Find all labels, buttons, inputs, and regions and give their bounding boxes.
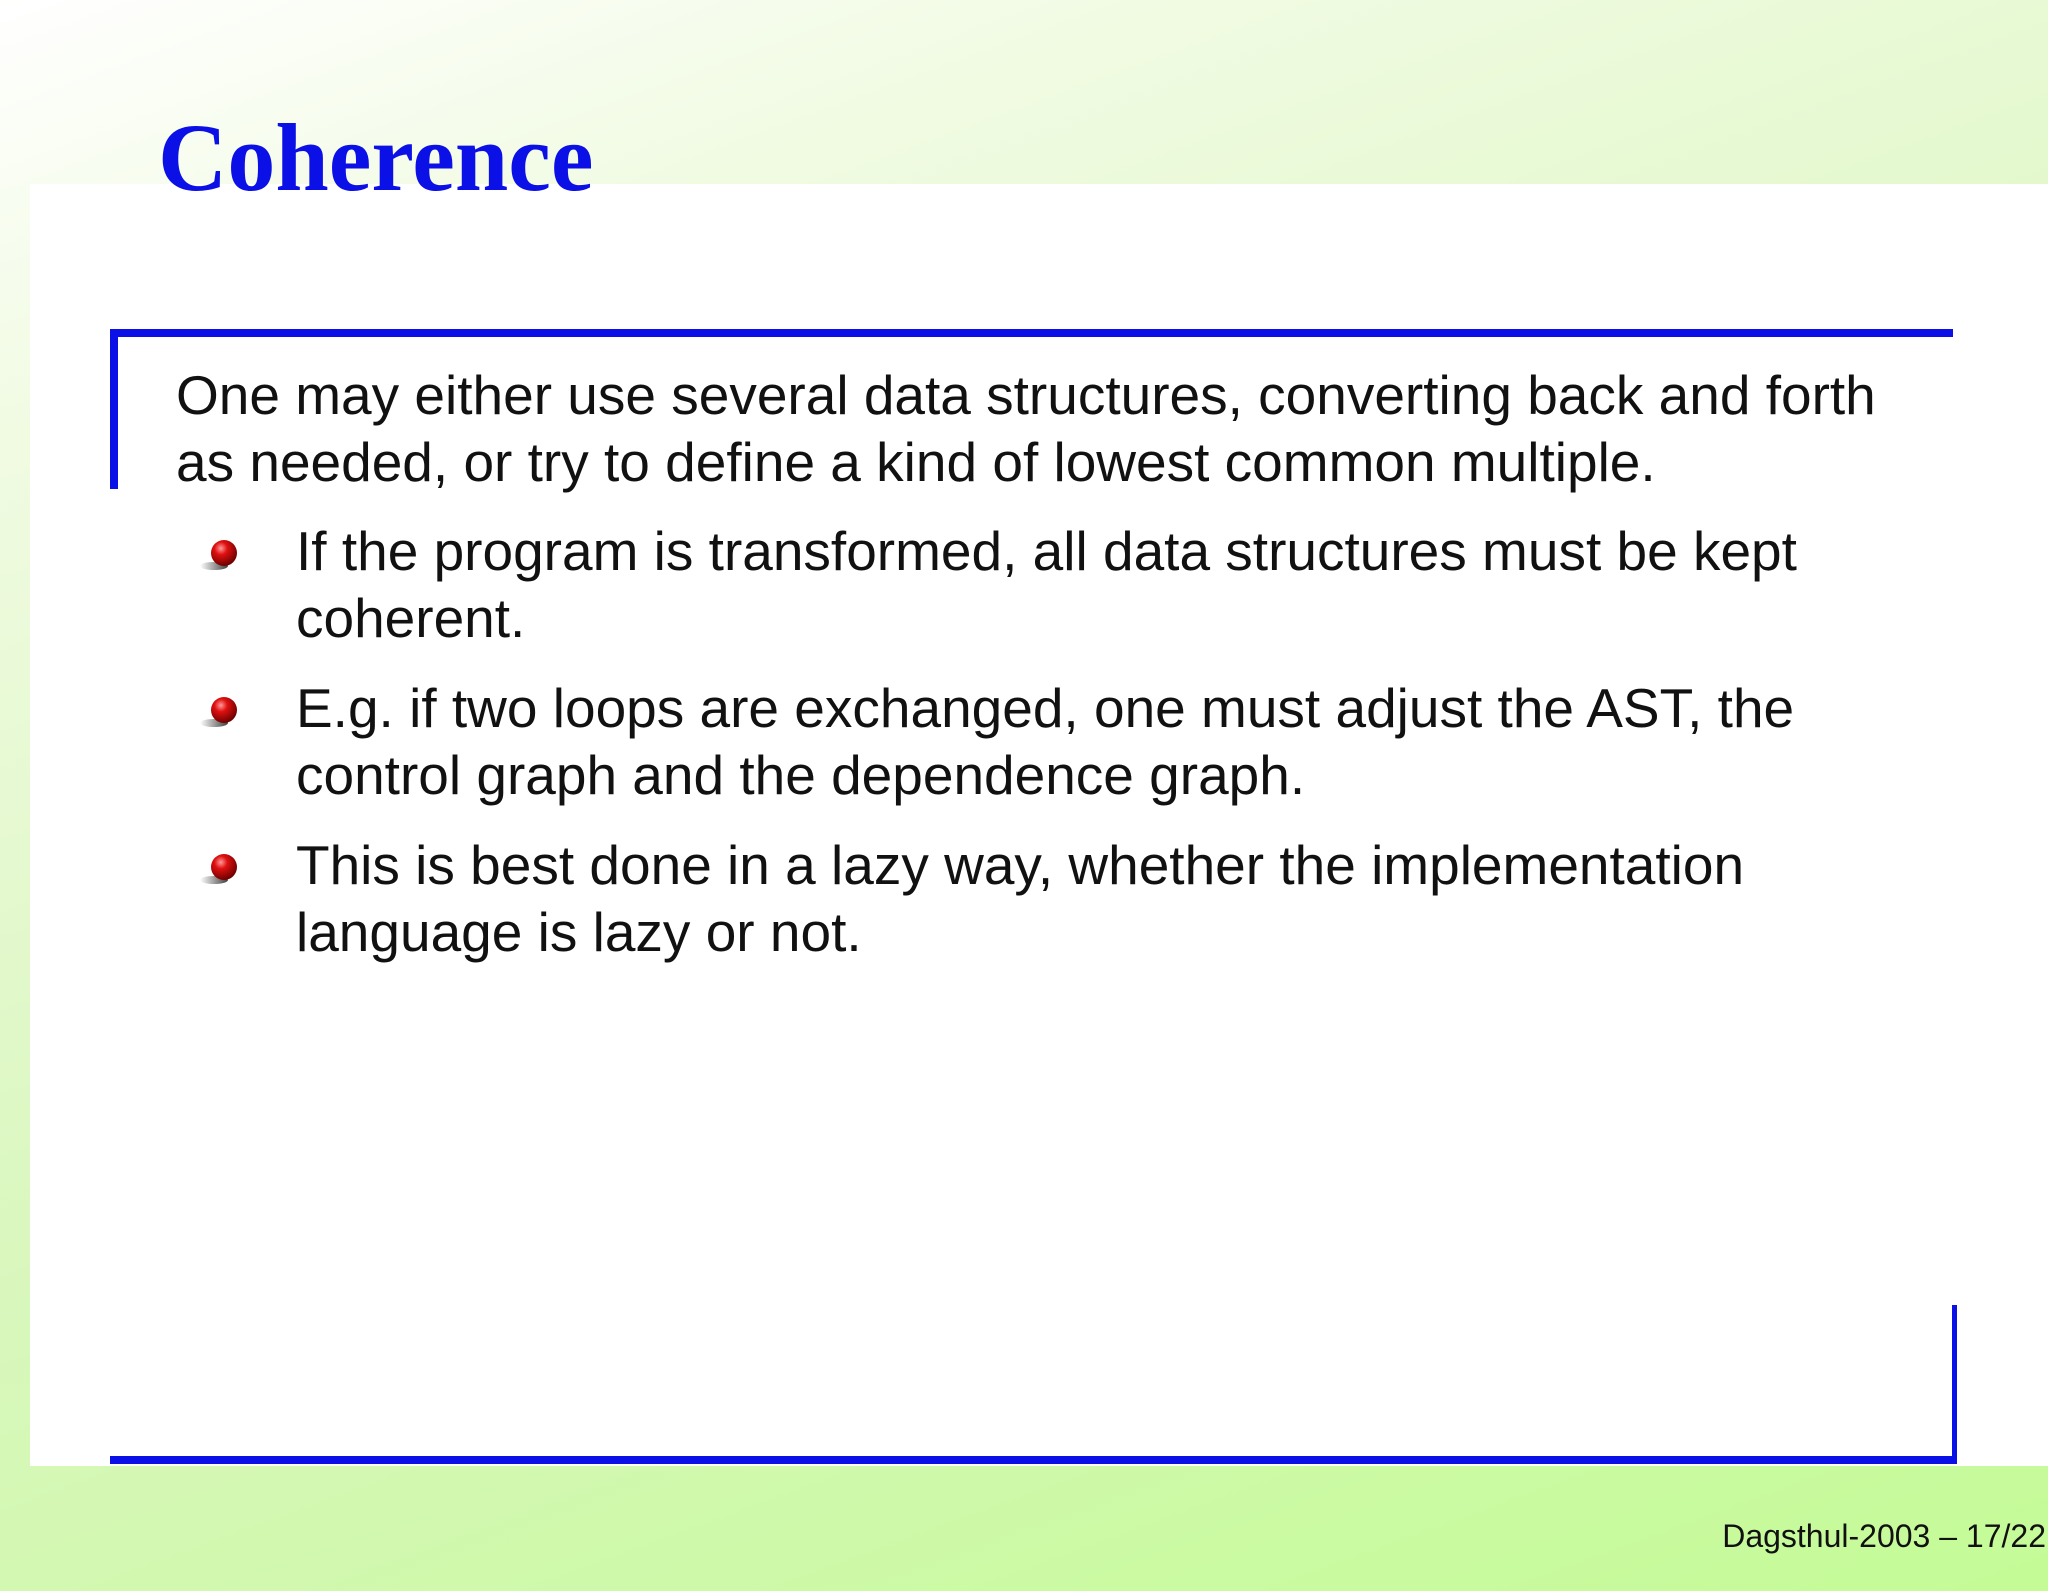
red-ball-icon (198, 538, 240, 574)
frame-bottom-rule (110, 1456, 1957, 1464)
frame-top-rule (110, 329, 1953, 337)
intro-paragraph: One may either use several data structures, converting back and forth as needed, or try to define a kind of lowest common multiple. (176, 364, 1876, 493)
red-ball-icon (198, 695, 240, 731)
bullet-item (176, 832, 1936, 966)
bullet-item (176, 518, 1936, 652)
frame-left-rule (110, 329, 118, 489)
frame-right-rule (1952, 1305, 1957, 1464)
bullet-list (176, 518, 1936, 989)
red-ball-icon (198, 852, 240, 888)
bullet-text: E.g. if two loops are exchanged, one must adjust the AST, the control graph and the dependence graph. (296, 677, 1795, 806)
slide-title: Coherence (158, 104, 594, 211)
bullet-text: This is best done in a lazy way, whether the implementation language is lazy or not. (296, 834, 1745, 963)
bullet-item (176, 675, 1936, 809)
bullet-text: If the program is transformed, all data structures must be kept coherent. (296, 520, 1797, 649)
slide-footer: Dagsthul-2003 – 17/22 (1722, 1518, 2046, 1554)
